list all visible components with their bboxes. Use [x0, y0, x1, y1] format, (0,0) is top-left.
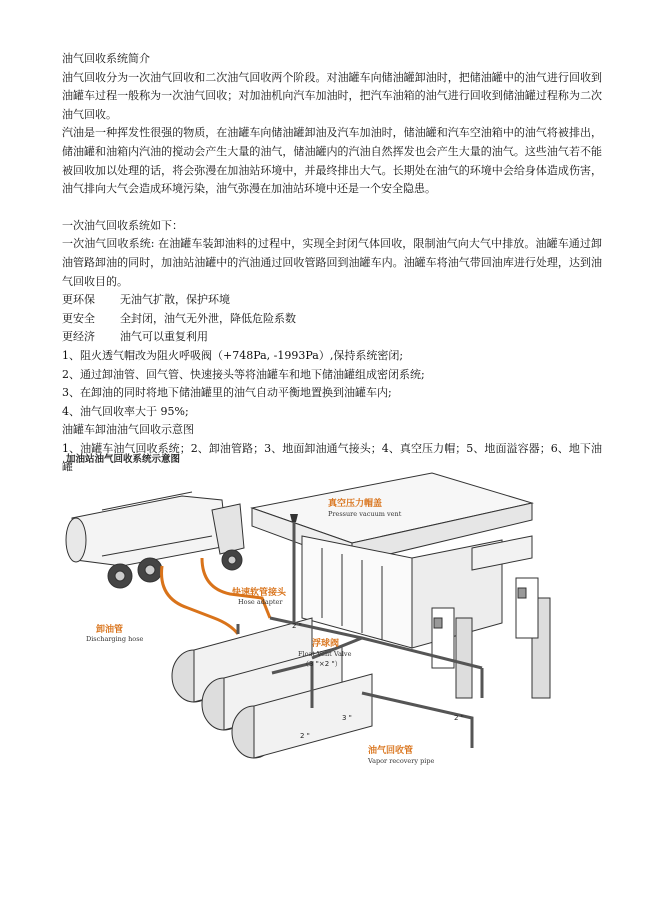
intro-paragraph: 油气回收分为一次油气回收和二次油气回收两个阶段。对油罐车向储油罐卸油时，把储油罐中的油气进行回收到油罐车过程一般称为一次油气回收；对加油机向汽车加油时，把汽车油箱的油气进行回收到储油罐过程称为二次油气回收。	[62, 70, 602, 121]
benefit-value: 无油气扩散，保护环境	[120, 293, 230, 307]
float-valve-size: （3 "×2 "）	[302, 660, 342, 668]
pipe-size-label: 2 "	[300, 732, 310, 740]
recovery-pipe-label-en: Vapor recovery pipe	[368, 757, 435, 765]
document-body	[62, 50, 602, 477]
hose-label-en: Discharging hose	[86, 635, 144, 643]
benefit-key: 更安全	[62, 311, 95, 325]
diagram-title: 加油站油气回收系统示意图	[66, 454, 181, 465]
pipe-size-label: 2 "	[454, 714, 464, 722]
step-item: 3、在卸油的同时将地下储油罐里的油气自动平衡地置换到油罐车内;	[62, 386, 392, 400]
section-title: 一次油气回收系统如下：	[62, 218, 183, 232]
recovery-pipe-label-cn: 油气回收管	[368, 746, 414, 756]
doc-heading: 油气回收系统简介	[62, 52, 150, 65]
step-item: 4、油气回收率大于 95%;	[62, 404, 189, 418]
vent-label-cn: 真空压力帽盖	[328, 499, 383, 509]
step-item: 1、阻火透气帽改为阻火呼吸阀（+748Pa, -1993Pa）,保持系统密闭;	[62, 348, 404, 362]
benefit-key: 更环保	[62, 293, 95, 307]
adapter-label-cn: 快速软管接头	[232, 588, 287, 598]
float-valve-label-en: Float Vent Valve	[298, 650, 352, 658]
underground-tanks	[172, 618, 372, 758]
step-item: 2、通过卸油管、回气管、快速接头等将油罐车和地下储油罐组成密闭系统;	[62, 367, 425, 381]
benefit-row	[62, 310, 602, 329]
benefit-row	[62, 291, 602, 310]
components-list: 1、油罐车油气回收系统；2、卸油管路；3、地面卸油通气接头；4、真空压力帽；5、地面溢容器；6、地下油罐	[62, 441, 602, 474]
diagram-svg	[62, 448, 602, 778]
pipe-size-label: 3 "	[342, 714, 352, 722]
gasoline-paragraph: 汽油是一种挥发性很强的物质，在油罐车向储油罐卸油及汽车加油时，储油罐和汽车空油箱中的油气将被排出，储油罐和油箱内汽油的搅动会产生大量的油气，储油罐内的汽油自然挥发也会产生大量的油气。这些油气若不能被回收加以处理的话，将会弥漫在加油站环境中，并最终排出大气。长期处在油气的环境中会给身体造成伤害，油气排向大气会造成环境污染，油气弥漫在加油站环境中还是一个安全隐患。	[62, 126, 602, 196]
benefit-key: 更经济	[62, 330, 95, 344]
benefit-value: 油气可以重复利用	[120, 330, 208, 344]
float-valve-label-cn: 浮球阀	[312, 639, 340, 649]
pipe-size-label: 2 "	[292, 622, 302, 630]
hose-label-cn: 卸油管	[96, 625, 124, 635]
vapor-recovery-diagram	[62, 448, 602, 778]
adapter-label-en: Hose adapter	[238, 598, 283, 606]
benefit-value: 全封闭，油气无外泄，降低危险系数	[120, 311, 296, 325]
system-description: 一次油气回收系统: 在油罐车装卸油料的过程中，实现全封闭气体回收，限制油气向大气中排放。油罐车通过卸油管路卸油的同时，加油站油罐中的汽油通过回收管路回到油罐车内。油罐车将油气带回油库进行处理，达到油气回收目的。	[62, 237, 602, 288]
benefit-row	[62, 328, 602, 347]
vent-label-en: Pressure vacuum vent	[328, 510, 402, 518]
tanker-truck	[66, 492, 244, 588]
figure-caption: 油罐车卸油油气回收示意图	[62, 423, 194, 437]
